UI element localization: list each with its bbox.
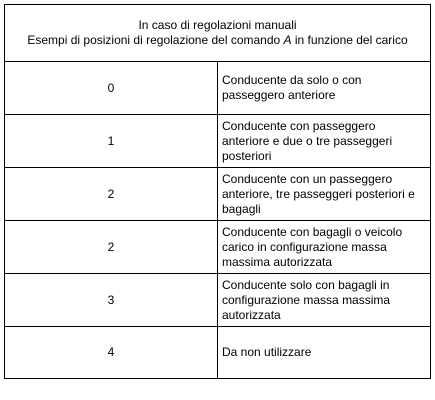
header-subtitle-prefix: Esempi di posizioni di regolazione del comando xyxy=(27,33,284,47)
adjustment-table xyxy=(4,4,431,379)
table-row xyxy=(5,115,431,168)
table-row xyxy=(5,221,431,274)
description-cell: Da non utilizzare xyxy=(218,327,431,379)
position-cell: 1 xyxy=(5,115,218,168)
table-row xyxy=(5,327,431,379)
table-row xyxy=(5,274,431,327)
position-cell: 3 xyxy=(5,274,218,327)
description-cell: Conducente con passeggero anteriore e due o tre passeggeri posteriori xyxy=(218,115,431,168)
table-header-row xyxy=(5,5,431,62)
description-cell: Conducente con bagagli o veicolo carico in configurazione massa massima autorizzata xyxy=(218,221,431,274)
header-title: In caso di regolazioni manuali xyxy=(138,18,297,32)
description-cell: Conducente solo con bagagli in configurazione massa massima autorizzata xyxy=(218,274,431,327)
header-subtitle xyxy=(5,33,430,48)
header-subtitle-suffix: in funzione del carico xyxy=(291,33,408,47)
table-row xyxy=(5,168,431,221)
position-cell: 2 xyxy=(5,221,218,274)
position-cell: 2 xyxy=(5,168,218,221)
header-subtitle-term: A xyxy=(283,33,292,47)
position-cell: 0 xyxy=(5,62,218,115)
table-header xyxy=(5,5,431,62)
table-row xyxy=(5,62,431,115)
position-cell: 4 xyxy=(5,327,218,379)
description-cell: Conducente con un passeggero anteriore, tre passeggeri posteriori e bagagli xyxy=(218,168,431,221)
description-cell: Conducente da solo o con passeggero anteriore xyxy=(218,62,431,115)
